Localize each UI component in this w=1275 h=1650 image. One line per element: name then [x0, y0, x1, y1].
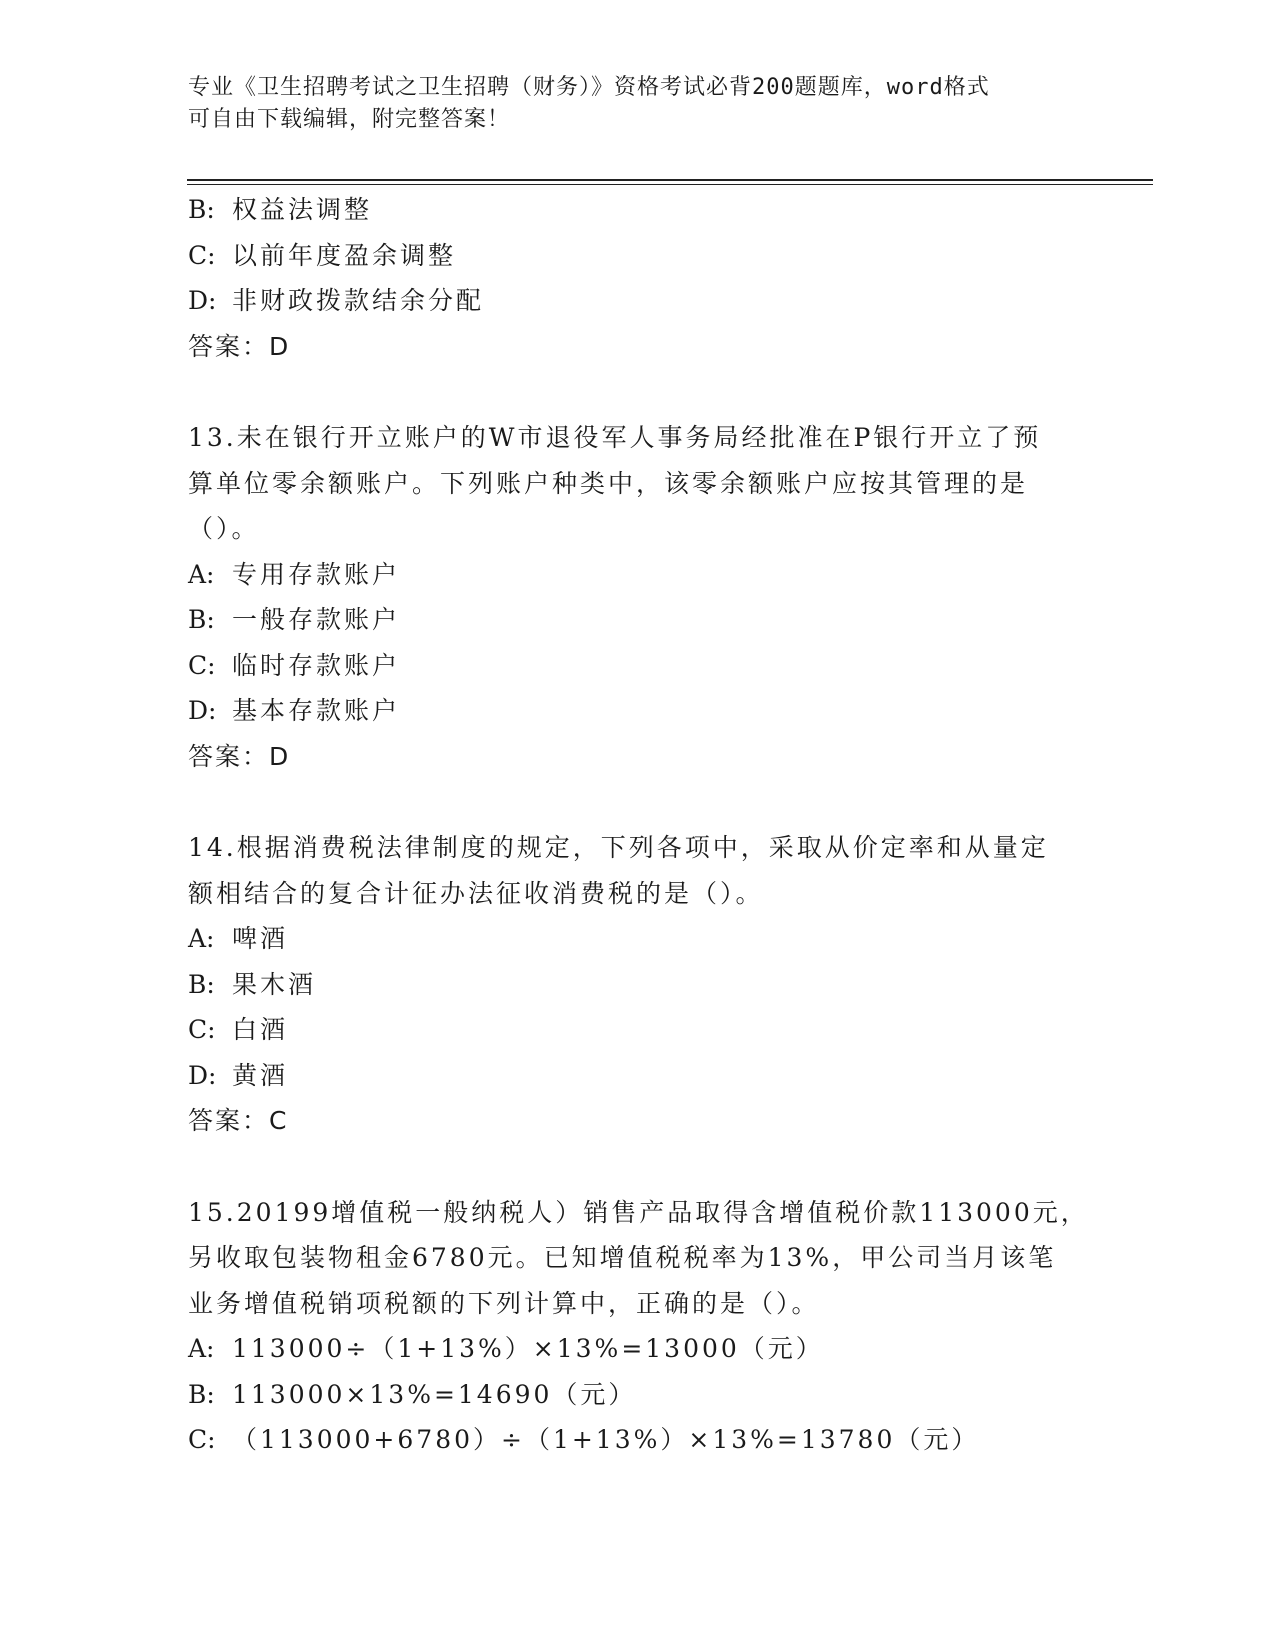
question-stem-line: 算单位零余额账户。下列账户种类中，该零余额账户应按其管理的是 [188, 468, 1029, 498]
option-letter: B: [188, 195, 215, 224]
option-letter: B: [188, 605, 215, 634]
question-stem-line: 13.未在银行开立账户的W市退役军人事务局经批准在P银行开立了预 [188, 423, 1042, 452]
option-letter: D: [188, 696, 217, 725]
option-b [188, 597, 1088, 643]
prev-question [188, 187, 1088, 369]
option-d [188, 688, 1088, 734]
option-letter: A: [188, 1334, 215, 1363]
option-a [188, 916, 1088, 962]
option-b [188, 1372, 1088, 1418]
option-text: （113000+6780）÷（1+13%）×13%=13780（元） [232, 1425, 980, 1454]
question-stem-line: 14.根据消费税法律制度的规定，下列各项中，采取从价定率和从量定 [188, 833, 1049, 862]
question-stem-line: 15.20199增值税一般纳税人）销售产品取得含增值税价款113000元， [188, 1197, 1089, 1227]
option-letter: D: [188, 1060, 217, 1090]
header-divider-thick [187, 179, 1153, 181]
option-letter: A: [188, 559, 215, 589]
option-letter: B: [188, 969, 215, 999]
option-a [188, 1326, 1088, 1372]
option-letter: C: [188, 1015, 216, 1044]
question-stem-line: 额相结合的复合计征办法征收消费税的是（）。 [188, 878, 764, 908]
option-letter: B: [188, 1379, 215, 1409]
option-text: 临时存款账户 [232, 650, 401, 680]
option-text: 113000÷（1+13%）×13%=13000（元） [232, 1334, 824, 1363]
option-letter: C: [188, 650, 216, 680]
option-text: 白酒 [232, 1015, 289, 1044]
option-letter: A: [188, 924, 215, 953]
question-13 [188, 415, 1088, 779]
option-text: 一般存款账户 [232, 605, 401, 634]
option-letter: C: [188, 240, 216, 270]
option-text: 专用存款账户 [232, 559, 401, 589]
question-content [188, 187, 1088, 1463]
option-text: 黄酒 [232, 1060, 289, 1090]
option-a [188, 552, 1088, 598]
option-d [188, 278, 1088, 324]
option-b [188, 962, 1088, 1008]
question-14 [188, 825, 1088, 1144]
document-header [188, 72, 1088, 136]
option-d [188, 1053, 1088, 1099]
option-text: 啤酒 [232, 924, 289, 953]
option-letter: D: [188, 286, 217, 315]
option-text: 权益法调整 [232, 195, 373, 224]
option-text: 113000×13%=14690（元） [232, 1379, 637, 1409]
option-c [188, 1007, 1088, 1053]
question-stem-line: 业务增值税销项税额的下列计算中，正确的是（）。 [188, 1288, 820, 1318]
question-15 [188, 1190, 1088, 1463]
option-text: 以前年度盈余调整 [232, 240, 457, 270]
option-b [188, 187, 1088, 233]
question-stem-line: 另收取包装物租金6780元。已知增值税税率为13%，甲公司当月该笔 [188, 1243, 1057, 1272]
option-c [188, 233, 1088, 279]
answer-line: 答案：D [188, 741, 291, 771]
option-text: 非财政拨款结余分配 [232, 286, 485, 315]
answer-line: 答案：D [188, 331, 291, 361]
answer-line: 答案：C [188, 1106, 289, 1135]
header-line-1: 专业《卫生招聘考试之卫生招聘（财务）》资格考试必背200题题库，word格式 [188, 75, 990, 100]
option-letter: C: [188, 1425, 216, 1454]
header-line-2: 可自由下载编辑，附完整答案！ [188, 107, 511, 132]
option-text: 基本存款账户 [232, 696, 401, 725]
option-c [188, 643, 1088, 689]
header-divider-thin [187, 184, 1153, 185]
option-text: 果木酒 [232, 969, 317, 999]
question-stem-line: （）。 [188, 514, 260, 543]
option-c [188, 1417, 1088, 1463]
